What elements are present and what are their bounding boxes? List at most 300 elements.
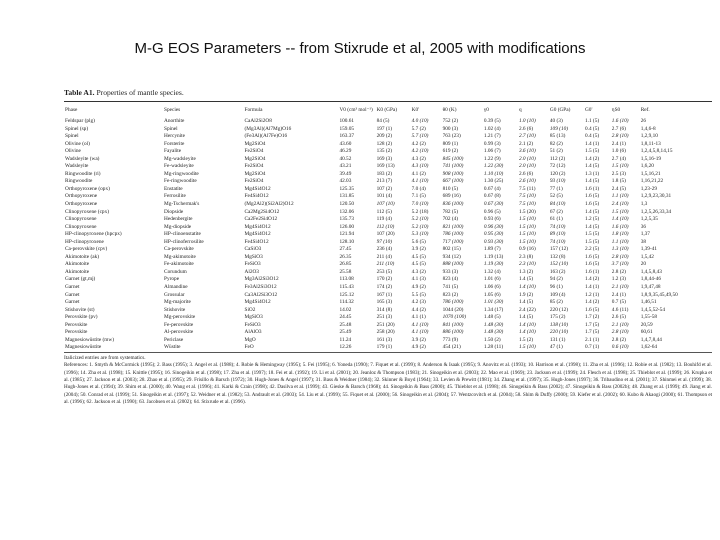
table-cell: 1,55-58 [640,314,658,321]
table-cell: 0.67 (4) [483,185,501,192]
table-cell: 823 (4) [442,276,459,283]
table-cell: 1.8 (10) [611,231,629,238]
table-row [64,261,712,269]
table-cell: 2.4 (1) [611,140,626,147]
table-cell: Orthopyroxene [65,201,98,208]
table-cell: 1.02 (4) [483,125,501,132]
table-cell: Stishovite [164,306,186,313]
table-cell: Perovskite [65,329,88,336]
table-cell: 7.0 (4) [411,185,426,192]
table-note: Italicized entries are from systematics. [64,354,146,361]
table-cell: Magnesiowüstite (mw) [65,336,114,343]
table-cell: 1.01 (30) [483,299,504,306]
table-cell: 132 (8) [549,253,566,260]
table-cell: 125.12 [339,291,355,298]
table-cell: Fe-wadsleyite [164,163,194,170]
table-cell: 1.22 (9) [483,155,501,162]
table-cell: Olivine (ol) [65,140,90,147]
table-cell: 2.8 (10) [611,329,629,336]
table-cell: Al-perovskite [164,329,194,336]
table-cell: 36 [640,223,646,230]
table-cell: 4.3 (10) [411,163,429,170]
table-cell: 7.5 (10) [518,201,536,208]
table-cell: 4.1 (2) [411,170,426,177]
table-cell: 125.35 [339,185,355,192]
table-cell: 1.5 (10) [518,231,536,238]
table-cell: Mg4Si4O12 [244,185,271,192]
table-cell: 161 (3) [376,336,393,343]
table-cell: 101 (4) [376,193,393,200]
table-cell: 1.5 (2) [518,336,534,343]
table-cell: 1.6 (5) [584,193,600,200]
table-cell: 1.89 (7) [483,246,501,253]
table-cell: 2.8 (10) [611,253,629,260]
table-cell: Ca-perovskite [164,246,194,253]
table-cell: Orthopyroxene [65,193,98,200]
table-cell: 1.4 (5) [518,276,534,283]
table-cell: 20,59 [640,321,653,328]
column-header: q [518,107,522,113]
table-cell: 1,2,5,26,33,34 [640,208,672,215]
table-cell: 1.5 (5) [584,148,600,155]
table-cell: 112 (2) [549,155,566,162]
table-row [64,231,712,239]
table-cell: Mg4Si4O12 [244,231,271,238]
table-cell: 1.6 (10) [611,118,629,124]
table-row [64,344,712,352]
table-cell: Pyrope [164,276,180,283]
table-cell: 2.6 (5) [611,314,626,321]
table-cell: 888 (100) [442,261,464,268]
table-cell: 1,16,21,22 [640,178,664,185]
table-cell: 619 (2) [442,148,459,155]
table-cell: 14.02 [339,306,352,313]
table-cell: Mg-perovskite [164,314,196,321]
table-cell: Fe3Al2Si3O12 [244,284,277,291]
table-cell: 89 (10) [549,231,566,238]
table-cell: 85 (13) [549,133,566,140]
table-cell: 131 (1) [549,336,566,343]
table-cell: Mg2SiO4 [244,170,266,177]
table-row [64,322,712,330]
table-cell: 2.6 (6) [518,170,534,177]
table-cell: 1,23-29 [640,185,658,192]
table-cell: 763 (23) [442,133,461,140]
table-cell: 1.5 (10) [611,163,629,170]
table-cell: 802 (15) [442,246,461,253]
table-cell: (Fe3Al)(Al7Fe)O16 [244,133,288,140]
table-cell: Hercynite [164,133,185,140]
table-cell: 1,8,9,35,45,49,50 [640,291,678,298]
table-cell: 5.2 (10) [411,223,429,230]
table-cell: 934 (12) [442,253,461,260]
table-cell: 1.2 (3) [611,276,626,283]
table-cell: Mg4Si4O12 [244,223,271,230]
table-cell: 7.1 (5) [411,193,426,200]
table-cell: 1.32 (4) [483,268,501,275]
table-cell: 933 (3) [442,268,459,275]
table-cell: 908 (100) [442,170,464,177]
table-cell: 1.4 (2) [584,276,600,283]
table-cell: 39.49 [339,170,352,177]
table-cell: 1.3 (2) [518,268,534,275]
table-cell: CaAl2Si2O8 [244,118,272,124]
table-cell: 253 (5) [376,268,393,275]
table-cell: Corundum [164,268,187,275]
table-cell: Mg4Si4O12 [244,299,271,306]
table-row [64,314,712,322]
table-cell: 0.96 (5) [483,208,501,215]
table-cell: Ringwoodite [65,178,93,185]
table-cell: 689 (16) [442,193,461,200]
table-cell: 1,4,6-8 [640,125,656,132]
table-cell: 258 (20) [376,329,395,336]
table-cell: 2.8 (2) [611,268,626,275]
table-cell: 1.4 (10) [518,284,536,291]
table-cell: 1,39-41 [640,246,658,253]
table-cell: (Mg3Al)(Al7Mg)O16 [244,125,292,132]
table-cell: 2.2 (5) [584,246,600,253]
table-cell: 1,2,4,5,8,14,15 [640,148,673,155]
table-cell: 717 (100) [442,238,464,245]
table-cell: 5.2 (18) [411,208,429,215]
table-cell: 96 (1) [549,284,563,291]
table-cell: 1.06 (6) [483,284,501,291]
table-cell: Fe4Si4O12 [244,193,269,200]
table-cell: 2.8 (10) [611,133,629,140]
column-header: ηS0 [611,107,621,113]
table-cell: 3.9 (2) [411,336,426,343]
table-cell: SiO2 [244,306,256,313]
table-cell: 213 (7) [376,178,393,185]
table-cell: 1,9,47,48 [640,284,661,291]
table-cell: 1,3 [640,201,648,208]
table-cell: 2.1 (10) [611,284,629,291]
table-cell: 26.35 [339,253,352,260]
table-cell: Perovskite [65,321,88,328]
table-label: Table A1. [64,88,95,97]
table-cell: Spinel [164,125,178,132]
table-cell: 1.4 (5) [518,299,534,306]
table-cell: Mg2SiO4 [244,140,266,147]
table-cell: 4.5 (5) [411,253,426,260]
table-cell: 773 (9) [442,336,459,343]
table-row [64,148,712,156]
table-cell: 1.05 (6) [483,291,501,298]
table-cell: 1.19 (30) [483,261,504,268]
table-cell: Spinel [65,133,79,140]
table-row [64,186,712,194]
table-cell: 26.85 [339,261,352,268]
table-cell: 38 [640,238,646,245]
table-cell: (Mg2Al2)(Si2Al2)O12 [244,201,294,208]
table-cell: 1.21 (7) [483,133,501,140]
table-cell: 4.9 (2) [411,344,426,351]
table-cell: 220 (10) [549,329,569,336]
table-cell: Mg-majorite [164,299,191,306]
table-cell: 1.4 (2) [584,299,600,306]
table-cell: 1,4,5,52-54 [640,306,665,313]
table-cell: 2.4 (10) [611,201,629,208]
table-cell: Wadsleyite (wa) [65,155,100,162]
table-cell: 74 (10) [549,238,566,245]
table-cell: 1.0 (6) [611,148,626,155]
table-cell: 1,37 [640,231,650,238]
table-cell: 5.3 (10) [411,231,429,238]
table-cell: 4.2 (10) [411,148,429,155]
table-cell: Ca3Al2Si3O12 [244,291,278,298]
table-cell: Ca2Mg2Si4O12 [244,208,280,215]
table-cell: Diopside [164,208,184,215]
table-row [64,329,712,337]
table-cell: 2.8 (2) [611,336,626,343]
table-cell: 0.67 (30) [483,201,504,208]
table-cell: 4.3 (2) [411,155,426,162]
table-cell: 1.5 (10) [518,344,536,351]
table-row [64,178,712,186]
table-cell: Ringwoodite (ri) [65,170,101,177]
table-cell: 174 (2) [376,284,393,291]
table-row [64,299,712,307]
table-cell: Almandine [164,284,188,291]
table-cell: 900 (3) [442,125,459,132]
table-cell: 1,62-64 [640,344,658,351]
table-cell: 1,4,7,8,44 [640,336,662,343]
table-cell: 152 (10) [549,261,569,268]
mantle-species-table [64,102,712,352]
table-cell: 77 (1) [549,185,563,192]
table-cell: Clinopyroxene (cpx) [65,208,109,215]
table-cell: 1.6 (5) [584,253,600,260]
table-cell: 25.49 [339,329,352,336]
table-cell: 2.4 (5) [611,185,626,192]
table-cell: 1.10 (10) [483,170,504,177]
table-cell: 1.22 (30) [483,163,504,170]
table-cell: 1.3 (10) [611,246,629,253]
table-cell: 20 [640,261,646,268]
table-cell: FeSiO3 [244,321,261,328]
table-cell: 845 (100) [442,155,464,162]
table-cell: 42.03 [339,178,352,185]
table-header-row [64,102,712,118]
table-cell: 1,2,5,35 [640,216,658,223]
table-cell: 2.6 (10) [518,178,536,185]
table-cell: 4.1 (10) [411,321,429,328]
table-cell: 0.7 (1) [584,344,600,351]
table-cell: 1.5 (5) [584,231,600,238]
table-cell: 786 (100) [442,299,464,306]
table-cell: 107 (10) [376,201,395,208]
table-cell: 1.30 (25) [483,178,504,185]
table-cell: 2.1 (1) [584,336,600,343]
table-cell: 169 (3) [376,155,393,162]
table-cell: HP-clinopyroxene [65,238,104,245]
table-cell: Fe4Si4O12 [244,238,269,245]
table-cell: 1.4 (5) [584,178,600,185]
table-cell: 40.52 [339,155,352,162]
table-cell: 1.48 (5) [483,314,501,321]
table-row [64,254,712,262]
table-cell: 1.5 (10) [611,208,629,215]
table-cell: 197 (1) [376,125,393,132]
table-cell: Akimotoite [65,261,90,268]
table-cell: 109 (10) [549,125,569,132]
table-cell: 4.2 (3) [411,299,426,306]
table-cell: 823 (2) [442,291,459,298]
table-row [64,284,712,292]
table-cell: Fe2SiO4 [244,148,264,155]
column-header: V0 (cm³ mol⁻¹) [339,107,373,113]
table-cell: 886 (100) [442,329,464,336]
table-cell: 1.0 (10) [518,118,536,124]
table-cell: 841 (100) [442,321,464,328]
table-cell: 115.43 [339,284,354,291]
table-cell: 85 (2) [549,299,563,306]
table-cell: 67 (2) [549,208,563,215]
table-cell: 821 (100) [442,223,464,230]
table-cell: 128 (2) [376,140,393,147]
table-cell: 1.4 (1) [584,140,600,147]
table-cell: 1.50 (2) [483,336,501,343]
table-cell: 112 (5) [376,208,392,215]
table-cell: 1.5 (10) [518,238,536,245]
table-cell: 26 [640,118,646,124]
table-cell: 52 (5) [549,193,563,200]
table-cell: Fe-akimotoite [164,261,194,268]
table-cell: Garnet [65,299,80,306]
table-row [64,246,712,254]
table-cell: 25.48 [339,321,352,328]
table-cell: 0.96 (30) [483,223,504,230]
table-cell: 4.9 (2) [411,284,426,291]
table-cell: Forsterite [164,140,185,147]
table-cell: 61 (1) [549,216,563,223]
table-row [64,307,712,315]
table-row [64,141,712,149]
table-cell: 211 (10) [376,261,395,268]
table-title [64,88,712,99]
table-cell: Fayalite [164,148,182,155]
table-cell: 1.5 (5) [584,238,600,245]
table-cell: 1.48 (30) [483,321,504,328]
table-cell: 1.6 (5) [584,306,600,313]
table-cell: 1.6 (1) [584,185,600,192]
table-cell: 1.6 (5) [584,201,600,208]
table-cell: Orthopyroxene (opx) [65,185,110,192]
table-cell: Al2O3 [244,268,259,275]
table-cell: 1.19 (13) [483,253,504,260]
column-header: Phase [65,107,78,113]
table-cell: 1.4 (2) [584,155,600,162]
table-cell: 2.6 (6) [518,125,534,132]
table-cell: 220 (12) [549,306,569,313]
table-cell: 0.39 (5) [483,118,501,124]
table-cell: 119 (4) [376,216,392,223]
table-cell: 1,8,11-13 [640,140,661,147]
table-cell: 159.05 [339,125,355,132]
table-cell: Clinopyroxene [65,216,97,223]
table-cell: 167 (1) [376,291,393,298]
table-cell: Stishovite (st) [65,306,95,313]
table-cell: Garnet (gt,mj) [65,276,96,283]
table-cell: 2.1 (10) [611,321,629,328]
table-cell: 1.28 (11) [483,344,504,351]
table-cell: 1.4 (10) [518,321,536,328]
table-cell: Garnet [65,291,80,298]
table-cell: Garnet [65,284,80,291]
table-cell: 12.26 [339,344,352,351]
table-cell: 94 (2) [549,276,563,283]
table-cell: 0.4 (5) [584,133,600,140]
document-page [64,88,712,528]
table-cell: 1.06 (7) [483,148,501,155]
table-cell: Mg3Al2Si3O12 [244,276,279,283]
table-cell: 0.95 (30) [483,231,504,238]
table-row [64,216,712,224]
table-cell: 1.7 (5) [584,329,600,336]
table-cell: 40 (3) [549,118,563,124]
table-cell: 1.34 (17) [483,306,504,313]
column-header: γ0 [483,107,489,113]
table-cell: 1.8 (5) [611,178,626,185]
table-cell: Magnesiowüstite [65,344,102,351]
table-cell: 138 (10) [549,321,569,328]
table-cell: MgSiO3 [244,253,263,260]
table-cell: 1.4 (10) [611,216,629,223]
table-cell: 163 (2) [549,268,566,275]
table-cell: 1.4 (5) [584,223,600,230]
table-row [64,171,712,179]
table-cell: Mg2SiO4 [244,155,266,162]
table-cell: 84 (5) [376,118,390,124]
table-cell: 1.9 (2) [518,291,534,298]
table-cell: 2.3 (8) [518,253,534,260]
column-header: K0' [411,107,420,113]
table-row [64,118,712,126]
table-cell: 2.5 (3) [611,170,626,177]
table-cell: 2.7 (10) [518,133,536,140]
table-cell: 46.29 [339,148,352,155]
table-cell: 667 (100) [442,178,464,185]
table-cell: 809 (1) [442,140,459,147]
column-header: Ref. [640,107,650,113]
column-header: θ0 (K) [442,107,457,113]
table-cell: 107 (20) [376,231,395,238]
table-cell: 27.45 [339,246,352,253]
table-row [64,269,712,277]
column-header: G0' [584,107,593,113]
slide-title: M-G EOS Parameters -- from Stixrude et al, 2005 with modifications [134,40,586,57]
table-cell: 7.0 (10) [411,201,429,208]
table-cell: 163.37 [339,133,355,140]
table-cell: 25.58 [339,268,352,275]
table-cell: 0.4 (5) [584,125,600,132]
table-cell: 0.67 (8) [483,193,501,200]
table-cell: 2.0 (10) [518,163,536,170]
table-cell: 2.4 (1) [611,291,626,298]
table-row [64,201,712,209]
table-cell: 1,8,44-46 [640,276,661,283]
table-cell: 3.7 (10) [611,261,629,268]
table-cell: 183 (2) [376,170,393,177]
table-cell: 1,46,51 [640,299,657,306]
table-cell: 1.4 (5) [584,163,600,170]
table-cell: 1.1 (5) [584,118,600,124]
table-cell: 7.5 (10) [518,193,536,200]
table-cell: Fe-perovskite [164,321,194,328]
table-cell: 4.2 (2) [411,140,426,147]
table-cell: 84 (10) [549,201,566,208]
